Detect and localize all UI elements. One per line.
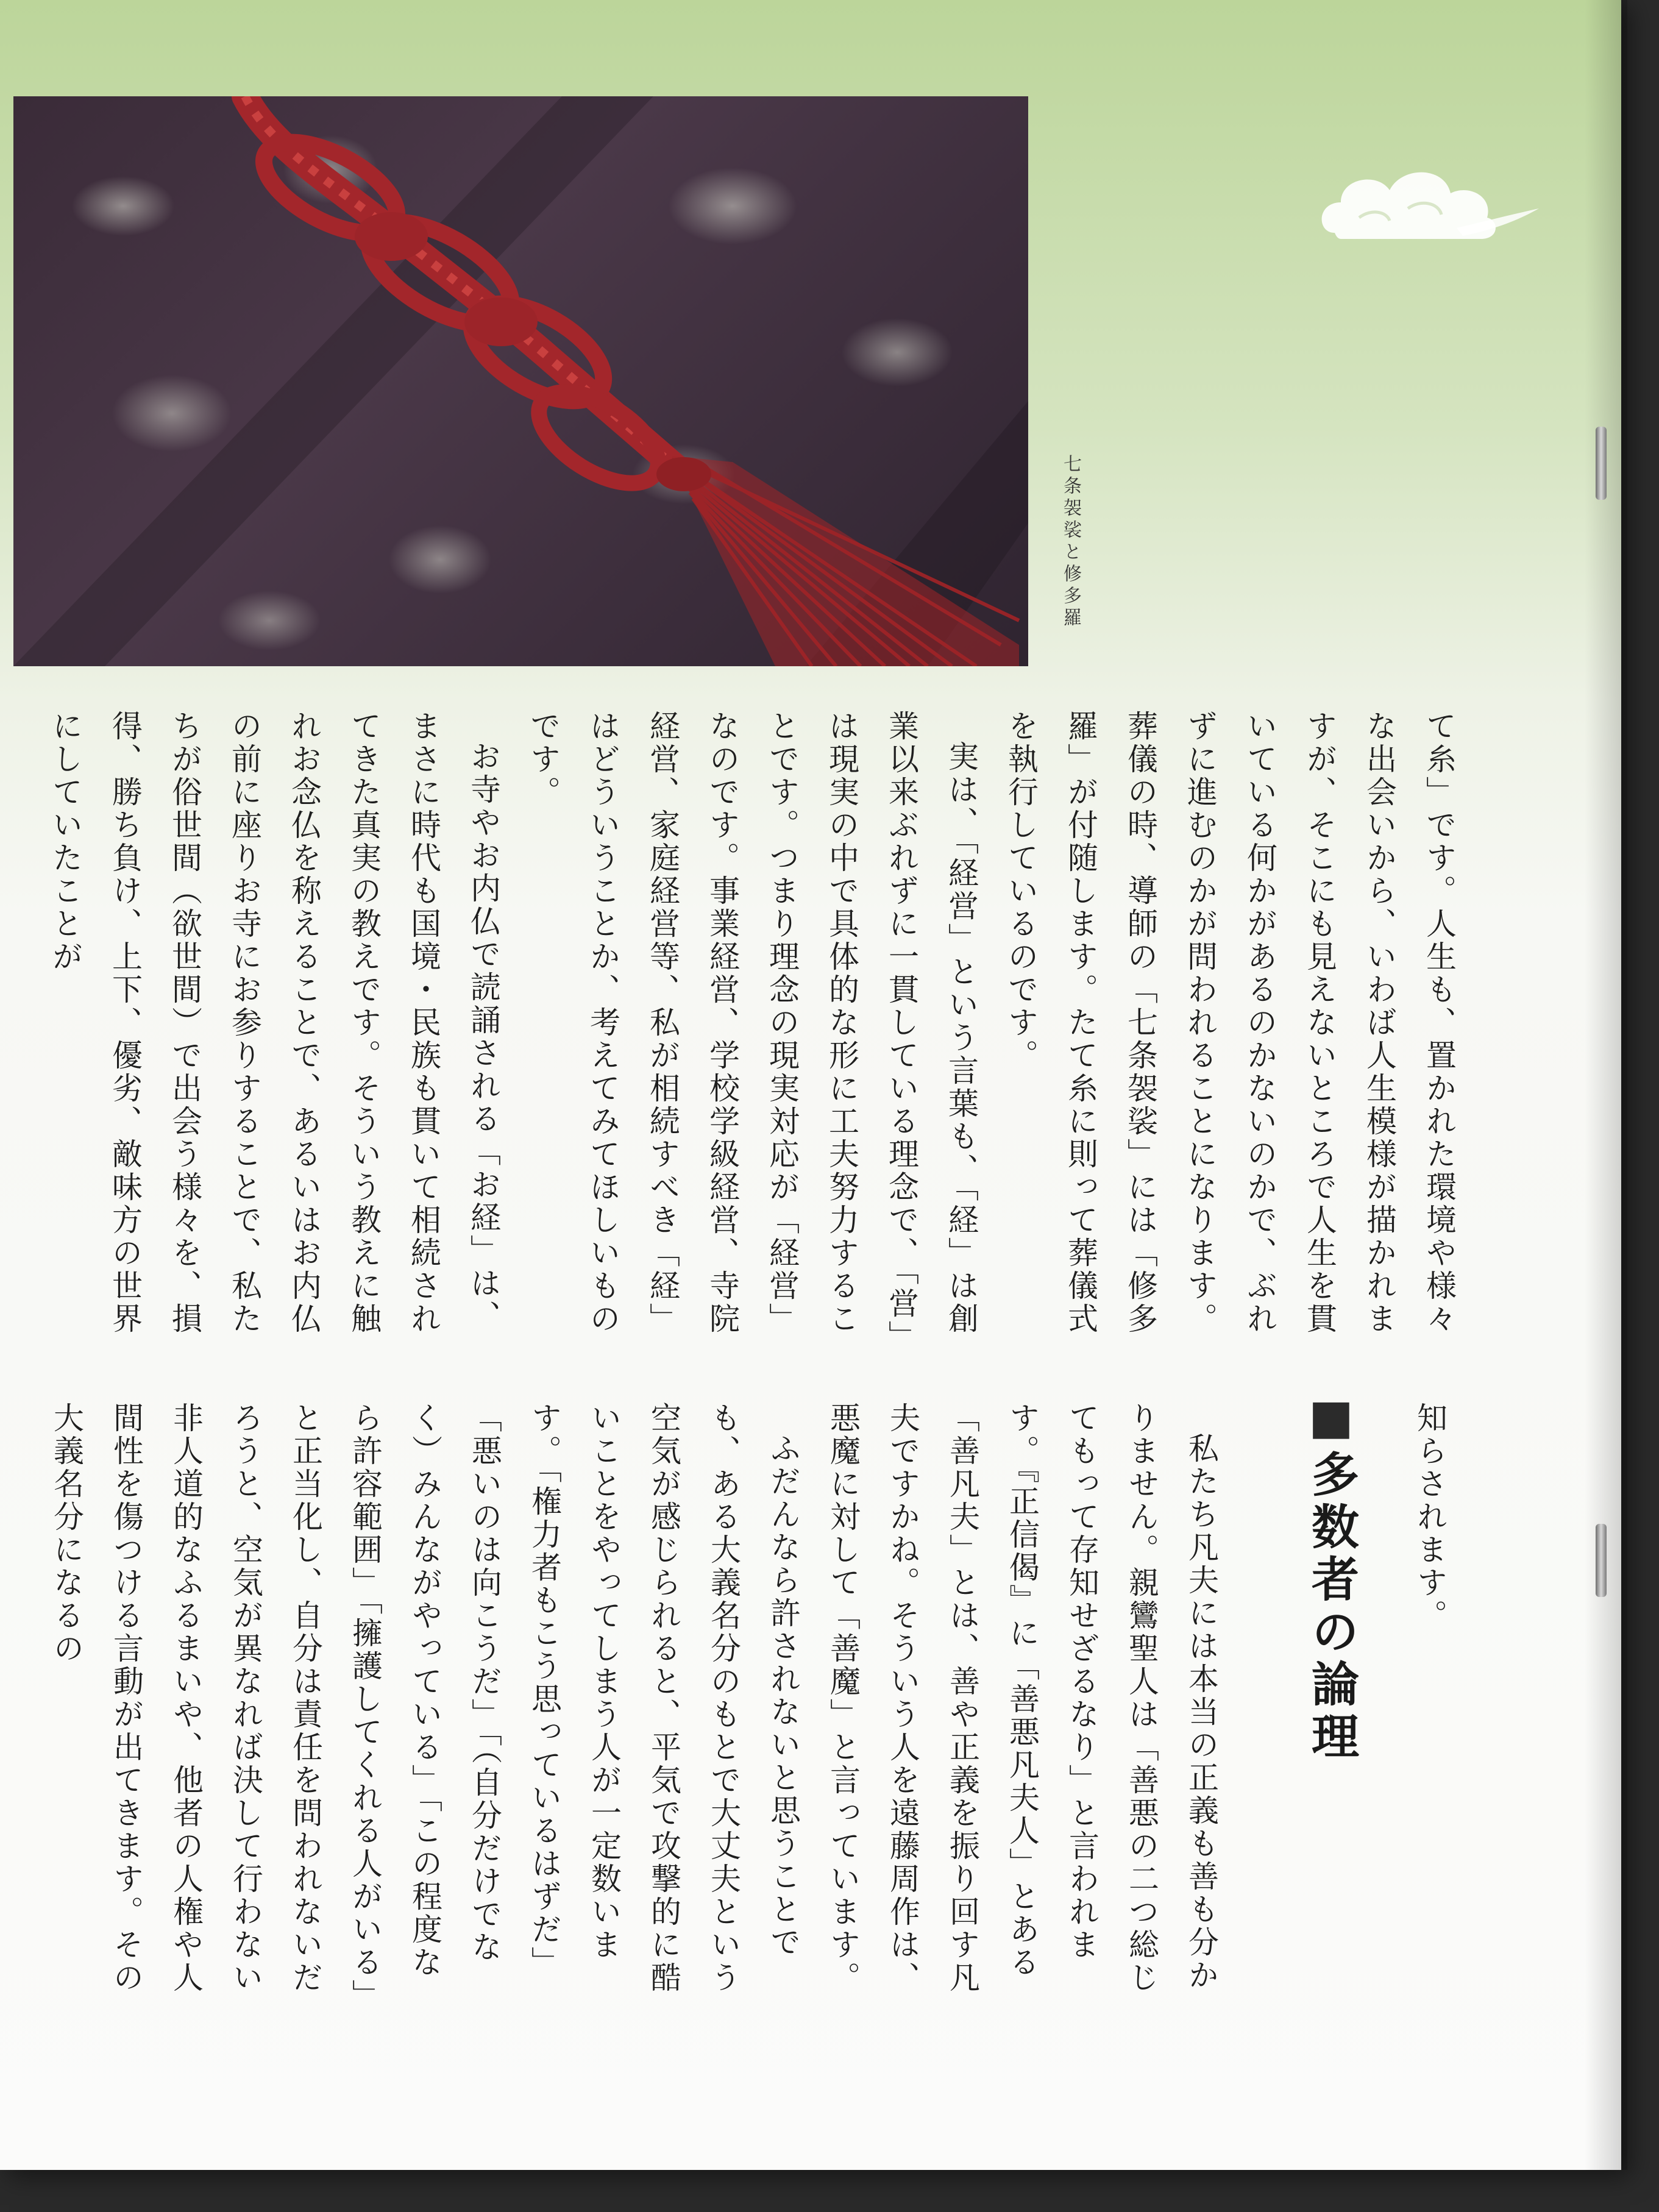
page-edge-shadow (1585, 0, 1627, 2170)
paragraph: ふだんなら許されないと思うことでも、ある大義名分のもとで大丈夫という空気が感じられると、平気で攻撃的に酷いことをやってしまう人が一定数います。「権力者もこう思っているはずだ」「悪いのは向こうだ」「（自分だけでなく）みんながやっている」「この程度なら許容範囲」「擁護してくれる人がいる」と正当化し、自分は責任を問われないだろうと、空気が異なれば決して行わない非人道的なふるまいや、他者の人権や人間性を傷つける言動が出てきます。その大義名分になるの (49, 1402, 801, 1997)
staple (1596, 1524, 1607, 1597)
upper-body-text (48, 710, 1469, 1356)
paragraph: 私たち凡夫には本当の正義も善も分かりません。親鸞聖人は「善悪の二つ総じてもって存知せざるなり」と言われます。『正信偈』に「善悪凡夫人」とある「善凡夫」とは、善や正義を振り回す凡夫ですかね。そういう人を遠藤周作は、悪魔に対して「善魔」と言っています。 (825, 1402, 1219, 1994)
paragraph: 知らされます。 (1412, 1402, 1448, 1632)
heading-square-mark: ■ (1304, 1390, 1359, 1449)
continued-text (1393, 1402, 1460, 2011)
lower-body-text (49, 1402, 1231, 2011)
paragraph: 実は、「経営」という言葉も、「経」は創業以来ぶれずに一貫している理念で、「営」は現実の中で具体的な形に工夫努力することです。つまり理念の現実対応が「経営」なのです。事業経営、学校学級経営、寺院経営、家庭経営等、私が相続すべき「経」はどういうことか、考えてみてほしいものです。 (525, 710, 979, 1353)
paragraph: お寺やお内仏で読誦される「お経」は、まさに時代も国境・民族も貫いて相続されてきた真実の教えです。そういう教えに触れお念仏を称えることで、あるいはお内仏の前に座りお寺にお参りすることで、私たちが俗世間（欲世間）で出会う様々を、損得、勝ち負け、上下、優劣、敵味方の世界にしていたことが (48, 710, 501, 1335)
section-heading (1262, 1390, 1365, 1816)
section-heading-text: 多数者の論理 (1304, 1449, 1359, 1764)
kesa-photo (13, 96, 1028, 666)
shutara-cord-illustration (13, 96, 1028, 666)
cloud-icon (1316, 160, 1542, 263)
staple (1596, 427, 1607, 500)
paragraph: て糸」です。人生も、置かれた環境や様々な出会いから、いわば人生模様が描かれますが、そこにも見えないところで人生を貫いている何かがあるのかないのかで、ぶれずに進むのかが問われることになります。葬儀の時、導師の「七条袈裟」には「修多羅」が付随します。たて糸に則って葬儀式を執行しているのです。 (1003, 710, 1457, 1335)
photo-caption: 七条袈裟と修多羅 (1060, 454, 1081, 630)
